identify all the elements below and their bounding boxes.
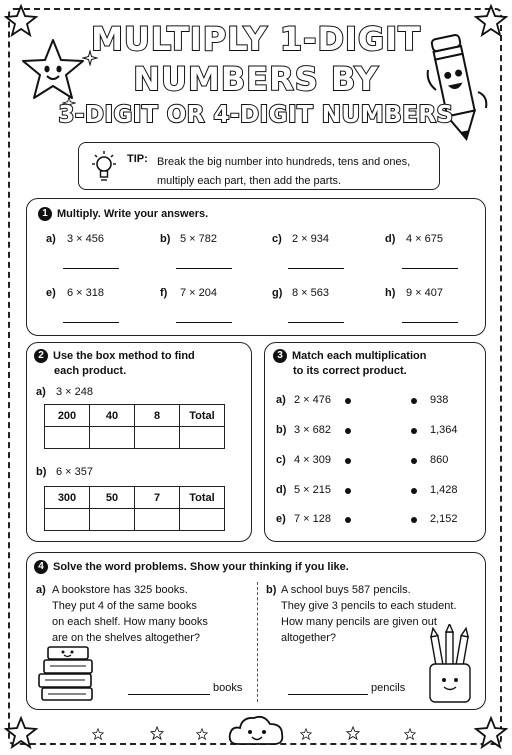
small-star-icon [404, 728, 416, 740]
answer-blank[interactable] [402, 322, 458, 323]
section-4-heading [34, 560, 349, 575]
section-number-badge: 1 [38, 207, 52, 221]
small-star-icon [196, 728, 208, 740]
grid-answer-cell[interactable] [45, 427, 90, 449]
answer-blank[interactable] [63, 322, 119, 323]
match-label: e) [276, 513, 286, 525]
problem-expression: 3 × 456 [67, 233, 105, 245]
smiling-cloud-icon [226, 712, 288, 750]
column-divider [257, 582, 258, 702]
match-expression: 7 × 128 [294, 513, 332, 525]
word-problem-line: A bookstore has 325 books. [52, 584, 188, 596]
problem-label: d) [385, 233, 396, 245]
answer-blank[interactable] [402, 268, 458, 269]
match-dot-left[interactable] [345, 428, 351, 434]
match-product: 1,364 [430, 424, 458, 436]
problem-expression: 3 × 248 [56, 386, 94, 398]
match-label: a) [276, 394, 286, 406]
section-1-heading-text: Multiply. Write your answers. [57, 208, 209, 220]
word-problem-line: How many pencils are given out [281, 616, 437, 628]
problem-expression: 6 × 357 [56, 466, 94, 478]
answer-blank[interactable] [288, 694, 368, 695]
answer-unit: pencils [371, 682, 406, 694]
section-4-heading-text: Solve the word problems. Show your thinking if you like. [53, 561, 349, 573]
problem-expression: 9 × 407 [406, 287, 444, 299]
match-dot-left[interactable] [345, 488, 351, 494]
section-3-heading-line-2: to its correct product. [293, 365, 407, 377]
section-2-heading-line-1: Use the box method to find [53, 350, 195, 362]
section-3-heading [273, 349, 426, 364]
grid-header-cell: 40 [90, 405, 135, 427]
match-expression: 3 × 682 [294, 424, 332, 436]
problem-expression: 5 × 782 [180, 233, 218, 245]
word-problem-a [52, 582, 208, 646]
match-dot-right[interactable] [411, 517, 417, 523]
tip-text: Break the big number into hundreds, tens and ones, multiply each part, then add the parts. [157, 156, 411, 187]
book-stack-icon [36, 644, 98, 704]
box-method-grid-b [44, 486, 225, 531]
pencil-cup-icon [422, 624, 478, 704]
word-problem-label: b) [266, 584, 277, 596]
grid-header-cell: Total [180, 487, 225, 509]
word-problem-line: altogether? [281, 632, 337, 644]
grid-header-cell: 300 [45, 487, 90, 509]
corner-star-icon [474, 716, 508, 750]
problem-label: c) [272, 233, 282, 245]
match-dot-left[interactable] [345, 517, 351, 523]
problem-expression: 4 × 675 [406, 233, 444, 245]
problem-label: h) [385, 287, 396, 299]
grid-answer-cell[interactable] [180, 427, 225, 449]
title-line-3: 3-DIGIT OR 4-DIGIT NUMBERS [58, 102, 454, 128]
match-product: 860 [430, 454, 449, 466]
grid-header-cell: 7 [135, 487, 180, 509]
match-product: 1,428 [430, 484, 458, 496]
answer-unit: books [213, 682, 243, 694]
problem-label: b) [160, 233, 171, 245]
match-dot-right[interactable] [411, 398, 417, 404]
answer-blank[interactable] [288, 268, 344, 269]
title-line-2: NUMBERS BY [133, 60, 379, 98]
answer-blank[interactable] [128, 694, 210, 695]
word-problem-line: A school buys 587 pencils. [281, 584, 411, 596]
tip-label: TIP: [127, 153, 148, 165]
grid-header-cell: 8 [135, 405, 180, 427]
section-1-heading [38, 207, 208, 222]
grid-answer-cell[interactable] [180, 509, 225, 531]
word-problem-label: a) [36, 584, 46, 596]
match-label: d) [276, 484, 287, 496]
problem-label: a) [46, 233, 56, 245]
problem-label: e) [46, 287, 56, 299]
box-method-grid-a [44, 404, 225, 449]
answer-blank[interactable] [176, 268, 232, 269]
lightbulb-icon [89, 149, 119, 183]
title-line-1: MULTIPLY 1-DIGIT [91, 20, 421, 58]
section-number-badge: 2 [34, 349, 48, 363]
problem-expression: 8 × 563 [292, 287, 330, 299]
word-problem-line: They give 3 pencils to each student. [281, 600, 457, 612]
grid-header-cell: 50 [90, 487, 135, 509]
grid-header-cell: 200 [45, 405, 90, 427]
word-problem-line: are on the shelves altogether? [52, 632, 200, 644]
grid-answer-cell[interactable] [135, 427, 180, 449]
match-dot-left[interactable] [345, 398, 351, 404]
problem-label: b) [36, 466, 47, 478]
small-star-icon [346, 726, 360, 740]
small-star-icon [150, 726, 164, 740]
grid-answer-cell[interactable] [90, 509, 135, 531]
grid-answer-cell[interactable] [45, 509, 90, 531]
section-number-badge: 4 [34, 560, 48, 574]
word-problem-line: on each shelf. How many books [52, 616, 208, 628]
tip-box [78, 142, 440, 190]
problem-label: f) [160, 287, 168, 299]
section-2-heading-line-2: each product. [54, 365, 127, 377]
section-number-badge: 3 [273, 349, 287, 363]
answer-blank[interactable] [176, 322, 232, 323]
match-expression: 5 × 215 [294, 484, 332, 496]
grid-answer-cell[interactable] [135, 509, 180, 531]
section-2-heading [34, 349, 195, 364]
match-label: b) [276, 424, 287, 436]
match-label: c) [276, 454, 286, 466]
answer-blank[interactable] [63, 268, 119, 269]
match-dot-left[interactable] [345, 458, 351, 464]
word-problem-line: They put 4 of the same books [52, 600, 197, 612]
grid-header-cell: Total [180, 405, 225, 427]
section-3-heading-line-1: Match each multiplication [292, 350, 427, 362]
problem-expression: 2 × 934 [292, 233, 330, 245]
match-dot-right[interactable] [411, 428, 417, 434]
match-product: 2,152 [430, 513, 458, 525]
match-expression: 4 × 309 [294, 454, 332, 466]
problem-expression: 7 × 204 [180, 287, 218, 299]
problem-expression: 6 × 318 [67, 287, 105, 299]
match-product: 938 [430, 394, 449, 406]
problem-label: a) [36, 386, 46, 398]
small-star-icon [92, 728, 104, 740]
grid-answer-cell[interactable] [90, 427, 135, 449]
match-dot-right[interactable] [411, 488, 417, 494]
answer-blank[interactable] [288, 322, 344, 323]
problem-label: g) [272, 287, 283, 299]
corner-star-icon [4, 716, 38, 750]
match-expression: 2 × 476 [294, 394, 332, 406]
match-dot-right[interactable] [411, 458, 417, 464]
small-star-icon [300, 728, 312, 740]
